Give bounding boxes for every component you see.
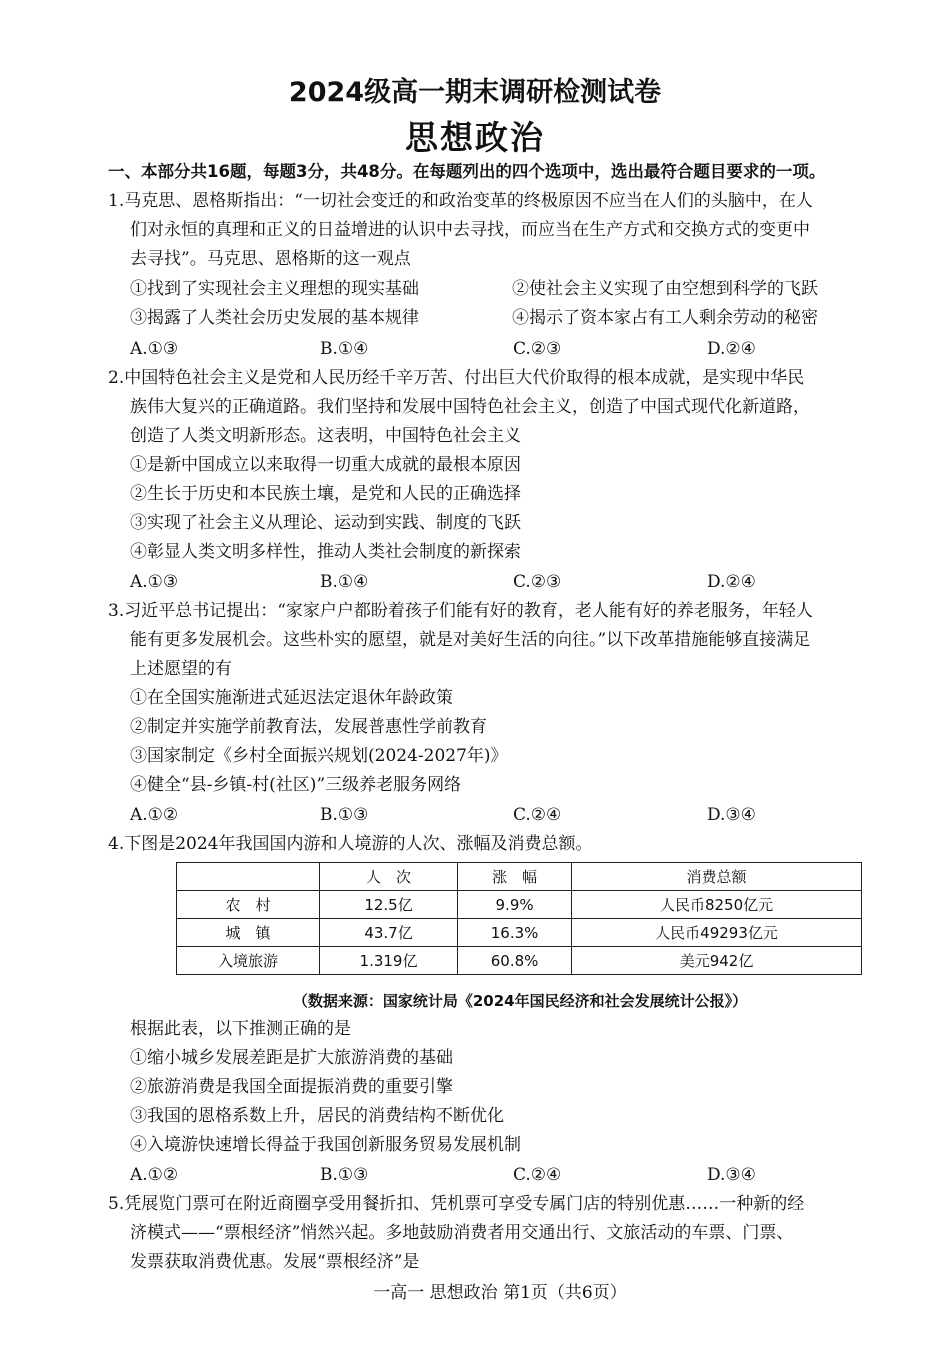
q2-item: ①是新中国成立以来取得一切重大成就的最根本原因	[130, 455, 521, 475]
q4-option-c[interactable]: C.②④	[513, 1165, 562, 1185]
q1-option-d[interactable]: D.②④	[707, 339, 756, 359]
table-header-row	[177, 863, 862, 891]
q1-option-c[interactable]: C.②③	[513, 339, 562, 359]
table-header-cell: 消费总额	[572, 863, 862, 891]
table-row	[177, 947, 862, 975]
q2-option-d[interactable]: D.②④	[707, 572, 756, 592]
q1-stem-line: 1.马克思、恩格斯指出：“一切社会变迁的和政治变革的终极原因不应当在人们的头脑中，在人	[108, 191, 813, 211]
q1-item: ①找到了实现社会主义理想的现实基础	[130, 279, 419, 299]
table-cell: 农 村	[177, 891, 320, 919]
q3-item: ④健全“县-乡镇-村(社区)”三级养老服务网络	[130, 775, 462, 795]
q4-item: ③我国的恩格系数上升，居民的消费结构不断优化	[130, 1106, 504, 1126]
table-row	[177, 891, 862, 919]
q3-item: ①在全国实施渐进式延迟法定退休年龄政策	[130, 688, 453, 708]
table-row	[177, 919, 862, 947]
table-cell: 1.319亿	[319, 947, 457, 975]
table-header-cell	[177, 863, 320, 891]
q5-stem-line: 发票获取消费优惠。发展“票根经济”是	[130, 1252, 420, 1272]
q1-stem-line: 去寻找”。马克思、恩格斯的这一观点	[130, 249, 411, 269]
subject-title: 思想政治	[405, 118, 545, 157]
q5-stem-line: 济模式——“票根经济”悄然兴起。多地鼓励消费者用交通出行、文旅活动的车票、门票、	[130, 1223, 794, 1243]
table-header-cell: 涨 幅	[458, 863, 572, 891]
q1-item: ④揭示了资本家占有工人剩余劳动的秘密	[512, 308, 818, 328]
q1-item: ③揭露了人类社会历史发展的基本规律	[130, 308, 419, 328]
q3-item: ②制定并实施学前教育法，发展普惠性学前教育	[130, 717, 487, 737]
q4-lead: 根据此表，以下推测正确的是	[130, 1019, 351, 1039]
table-cell: 60.8%	[458, 947, 572, 975]
q1-stem-line: 们对永恒的真理和正义的日益增进的认识中去寻找，而应当在生产方式和交换方式的变更中	[130, 220, 810, 240]
q4-item: ④入境游快速增长得益于我国创新服务贸易发展机制	[130, 1135, 521, 1155]
table-cell: 入境旅游	[177, 947, 320, 975]
q2-option-c[interactable]: C.②③	[513, 572, 562, 592]
q3-option-d[interactable]: D.③④	[707, 805, 756, 825]
tourism-stats-table	[176, 862, 862, 975]
q2-item: ②生长于历史和本民族土壤，是党和人民的正确选择	[130, 484, 521, 504]
q1-item: ②使社会主义实现了由空想到科学的飞跃	[512, 279, 818, 299]
q4-stem: 4.下图是2024年我国国内游和人境游的人次、涨幅及消费总额。	[108, 834, 593, 854]
q4-option-a[interactable]: A.①②	[130, 1165, 179, 1185]
table-cell: 16.3%	[458, 919, 572, 947]
q3-item: ③国家制定《乡村全面振兴规划(2024-2027年)》	[130, 746, 508, 766]
q1-option-a[interactable]: A.①③	[130, 339, 179, 359]
q3-stem-line: 上述愿望的有	[130, 659, 232, 679]
table-cell: 9.9%	[458, 891, 572, 919]
section-heading: 一、本部分共16题，每题3分，共48分。在每题列出的四个选项中，选出最符合题目要求的一项。	[108, 162, 826, 181]
table-cell: 43.7亿	[319, 919, 457, 947]
table-cell: 人民币49293亿元	[572, 919, 862, 947]
table-cell: 城 镇	[177, 919, 320, 947]
table-header-cell: 人 次	[319, 863, 457, 891]
q3-stem-line: 3.习近平总书记提出：“家家户户都盼着孩子们能有好的教育，老人能有好的养老服务，年轻人	[108, 601, 813, 621]
q2-item: ③实现了社会主义从理论、运动到实践、制度的飞跃	[130, 513, 521, 533]
table-cell: 人民币8250亿元	[572, 891, 862, 919]
q3-stem-line: 能有更多发展机会。这些朴实的愿望，就是对美好生活的向往。”以下改革措施能够直接满足	[130, 630, 811, 650]
page-footer: 一高一 思想政治 第1页（共6页）	[373, 1283, 627, 1303]
q2-option-b[interactable]: B.①④	[320, 572, 369, 592]
table-cell: 美元942亿	[572, 947, 862, 975]
q4-item: ②旅游消费是我国全面提振消费的重要引擎	[130, 1077, 453, 1097]
q2-stem-line: 2.中国特色社会主义是党和人民历经千辛万苦、付出巨大代价取得的根本成就，是实现中华民	[108, 368, 805, 388]
q4-item: ①缩小城乡发展差距是扩大旅游消费的基础	[130, 1048, 453, 1068]
q3-option-a[interactable]: A.①②	[130, 805, 179, 825]
q3-option-b[interactable]: B.①③	[320, 805, 369, 825]
q3-option-c[interactable]: C.②④	[513, 805, 562, 825]
q1-option-b[interactable]: B.①④	[320, 339, 369, 359]
q2-option-a[interactable]: A.①③	[130, 572, 179, 592]
q2-stem-line: 族伟大复兴的正确道路。我们坚持和发展中国特色社会主义，创造了中国式现代化新道路，	[130, 397, 810, 417]
q5-stem-line: 5.凭展览门票可在附近商圈享受用餐折扣、凭机票可享受专属门店的特别优惠……一种新的经	[108, 1194, 805, 1214]
q4-option-b[interactable]: B.①③	[320, 1165, 369, 1185]
exam-title: 2024级高一期末调研检测试卷	[288, 77, 662, 108]
q4-option-d[interactable]: D.③④	[707, 1165, 756, 1185]
q2-item: ④彰显人类文明多样性，推动人类社会制度的新探索	[130, 542, 521, 562]
q2-stem-line: 创造了人类文明新形态。这表明，中国特色社会主义	[130, 426, 521, 446]
table-cell: 12.5亿	[319, 891, 457, 919]
data-source-note: （数据来源：国家统计局《2024年国民经济和社会发展统计公报》）	[292, 992, 748, 1010]
